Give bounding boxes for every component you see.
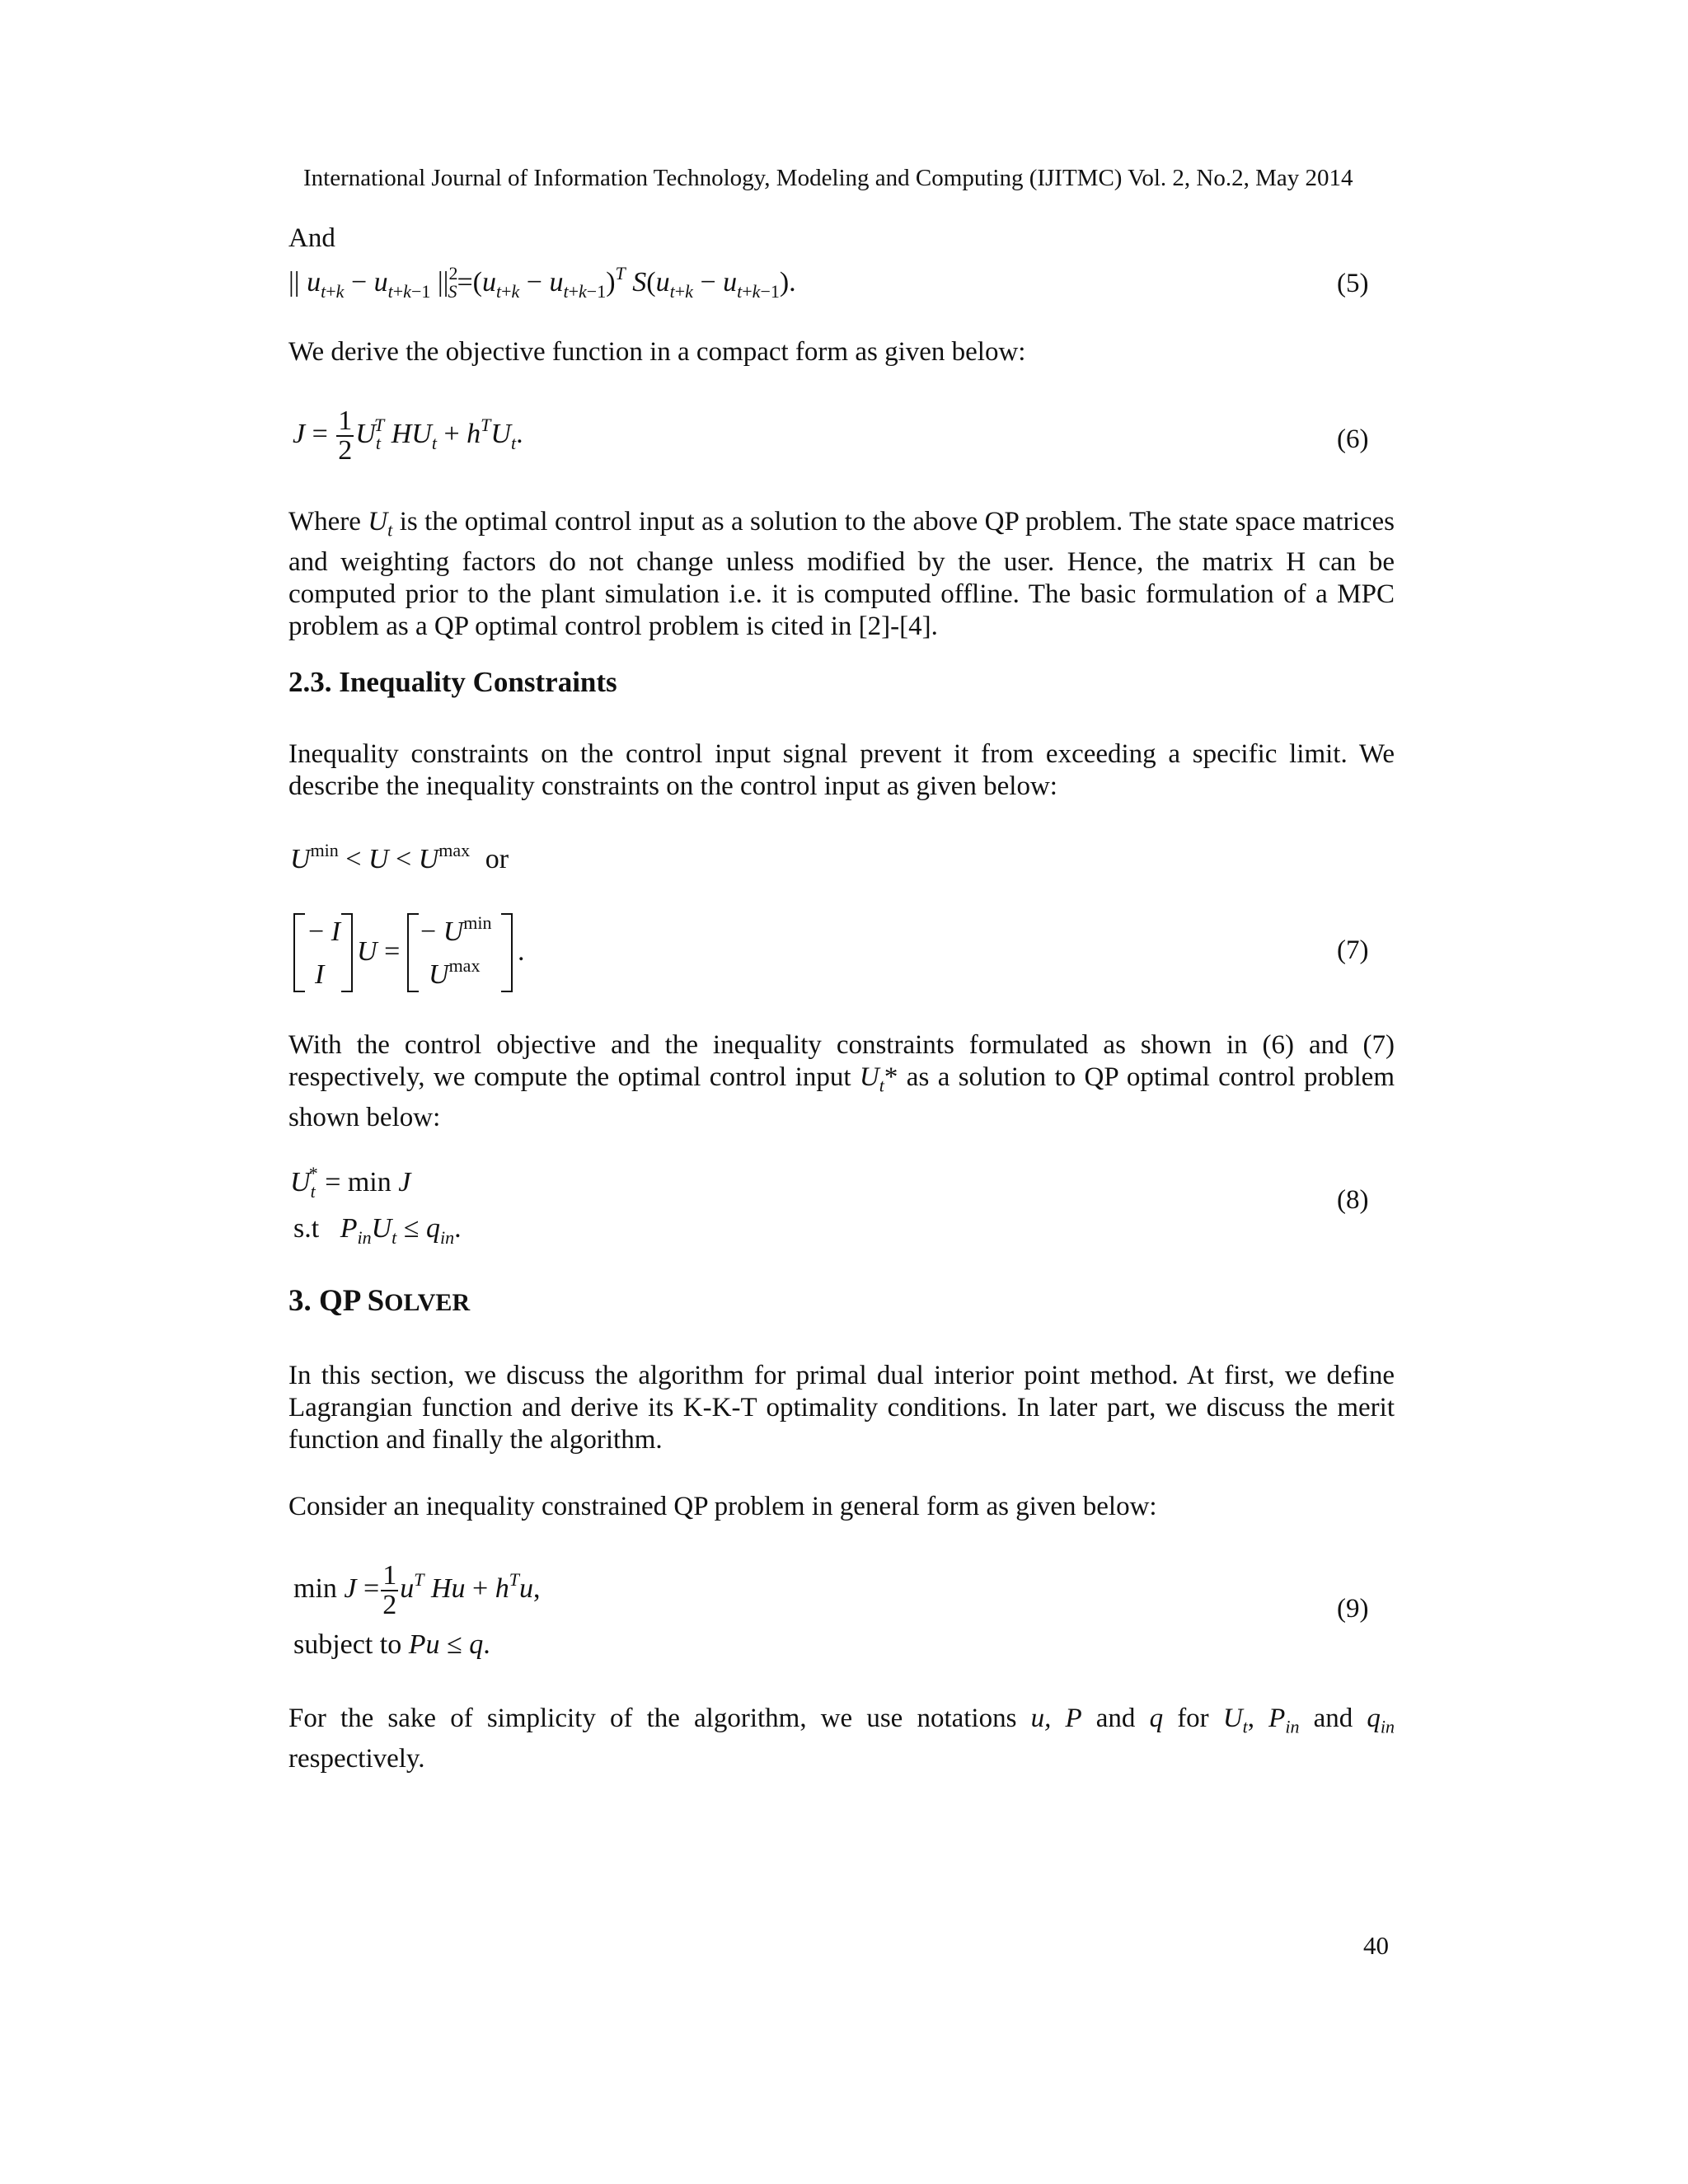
inequality-or: or [485,844,509,874]
intro-word: And [288,223,335,253]
paragraph-qp-problem: With the control objective and the inequality constraints formulated as shown in (6) and (7) respectively, we compute the optimal control input $U_t*$ as a solution to QP optimal control problem shown below: [288,1030,1395,1132]
equation-5: || $u_{t+k} - u_{t+k-1}$ $||^2_S=(u_{t+k} - u_{t+k-1})^T$ $S(u_{t+k} - u_{t+k-1})$. [288,263,796,302]
matrix-bracket-right [341,913,353,992]
matrix-period: . [518,936,525,967]
equation-9-line-2: subject to Pu ≤ q. [293,1629,490,1660]
paragraph-notation-b: respectively. [288,1743,425,1774]
paragraph-section-3-intro: In this section, we discuss the algorithm for primal dual interior point method. At first, we define Lagrangian function and derive its K-K-T optimality conditions. In later part, we discuss the merit function and finally the algorithm. [288,1361,1395,1455]
matrix-bracket-left [293,913,305,992]
running-header: International Journal of Information Technology, Modeling and Computing (IJITMC) Vol. 2, No.2, May 2014 [303,165,1353,191]
paragraph-optimal-input-rest: The state space matrices and weighting factors do not change unless modified by the user. Hence, the matrix H can be computed prior to the plant simulation i.e. it is computed offline. The basic formulation of a MPC problem as a QP optimal control problem is cited in [2]-[4]. [288,507,1395,641]
matrix-entry: $U^{max}$ [429,955,481,990]
paragraph-compact-form: We derive the objective function in a compact form as given below: [288,337,1026,367]
equation-9-subject-to: subject to [293,1629,402,1660]
page-number: 40 [1363,1931,1389,1960]
equation-6: J = $\frac{1}{2}$ $U_t^T$ $HU_t + h^TU_t$. [293,405,523,466]
matrix-entry: I [315,959,325,990]
paragraph-notation: For the sake of simplicity of the algorithm, we use notations u, P and q for $U_t$, $P_{in}$ and $q_{in}$ respectively. [288,1704,1395,1774]
paragraph-optimal-input-lead: Where [288,507,361,537]
matrix-bracket-right [501,913,513,992]
equation-7-number: (7) [1337,935,1369,965]
equation-9-line-1: min J = $\frac{1}{2}$ $u^T$ $Hu + h^Tu$, [293,1560,541,1620]
matrix-entry: − I [308,916,341,947]
equation-8-number: (8) [1337,1185,1369,1215]
matrix-bracket-left [407,913,419,992]
inequality-range: $U^{min} < U < U^{max}$ or [290,840,509,874]
section-heading-2-3: 2.3. Inequality Constraints [288,666,617,698]
equation-9-number: (9) [1337,1594,1369,1624]
equation-8-line-1: $U_t^* = \min J$ [290,1163,411,1202]
paragraph-qp-problem-b: as a solution to QP optimal control problem shown below: [288,1062,1395,1132]
matrix-entry: − $U^{min}$ [420,912,492,947]
matrix-equals: U = [357,936,401,967]
paragraph-inequality-intro: Inequality constraints on the control input signal prevent it from exceeding a specific limit. We describe the inequality constraints on the control input as given below: [288,739,1395,801]
equation-6-number: (6) [1337,424,1369,454]
paragraph-optimal-input-mid: is the optimal control input as a solution to the above QP problem. [399,507,1123,537]
paragraph-optimal-input: Where $U_t$ is the optimal control input as a solution to the above QP problem. The state space matrices and weighting factors do not change unless modified by the user. Hence, the matrix H can be computed prior to the plant simulation i.e. it is computed offline. The basic formulation of a MPC problem as a QP optimal control problem is cited in [2]-[4]. [288,507,1395,641]
equation-5-number: (5) [1337,269,1369,298]
equation-8-st-label: s.t [293,1213,320,1244]
equation-8-line-2: s.t $P_{in}U_t \le q_{in}$. [293,1213,462,1248]
section-heading-3: 3. QP SOLVER [288,1284,471,1318]
paragraph-consider: Consider an inequality constrained QP problem in general form as given below: [288,1492,1157,1521]
paragraph-qp-problem-a: With the control objective and the inequality constraints formulated as shown in (6) and (7) respectively, we compute the optimal control input [288,1030,1395,1092]
paragraph-notation-a: For the sake of simplicity of the algorithm, we use notations [288,1704,1017,1733]
